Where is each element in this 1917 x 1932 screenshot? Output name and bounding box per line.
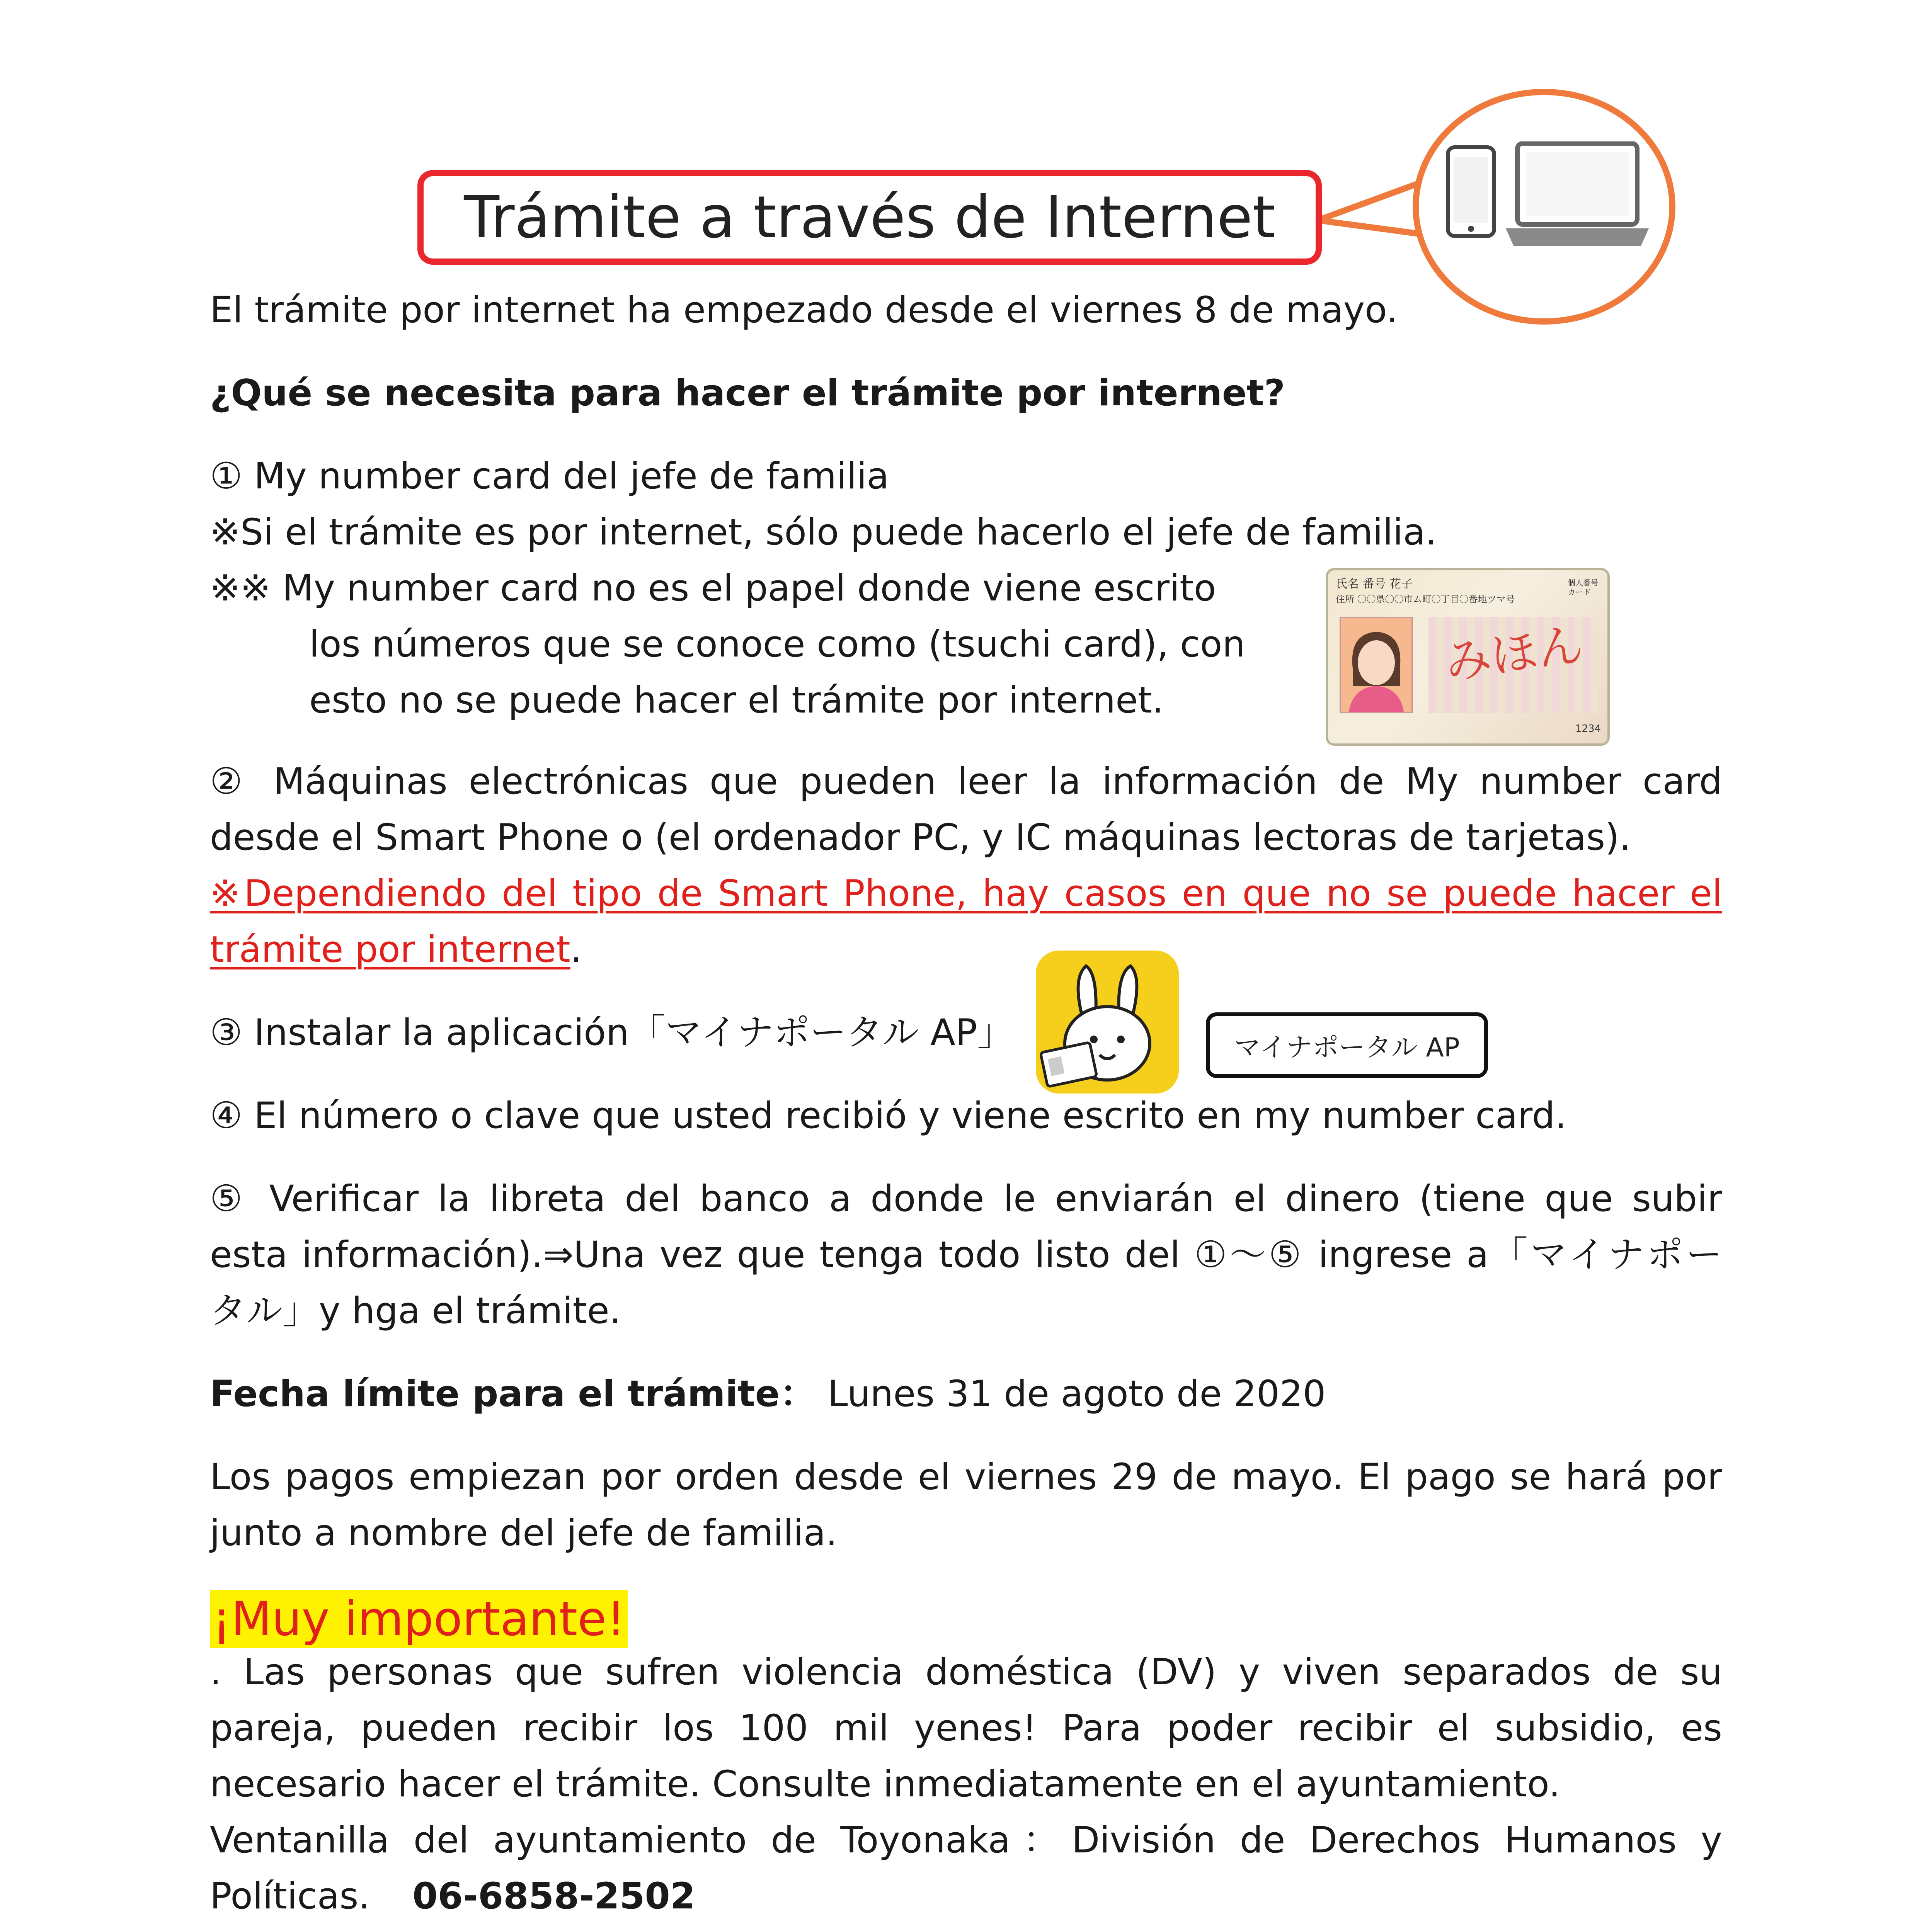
item-2-warning-period: . [570, 929, 582, 971]
item-1-note2-line3: esto no se puede hacer el trámite por internet. [309, 679, 1164, 721]
item-5-line2: esta información).⇒Una vez que tenga todo listo del ①～⑤ ingrese a「マイナポー [210, 1234, 1722, 1276]
card-name: 番号 花子 [1362, 577, 1413, 591]
question-heading: ¿Qué se necesita para hacer el trámite por internet? [210, 372, 1285, 414]
item-1-note: ※Si el trámite es por internet, sólo puede hacerlo el jefe de familia. [210, 511, 1437, 553]
payments-text: Los pagos empiezan por orden desde el viernes 29 de mayo. El pago se hará por [210, 1456, 1722, 1498]
dv-text-line2: pareja, pueden recibir los 100 mil yenes! Para poder recibir el subsidio, es [210, 1707, 1722, 1749]
phone-number: 06-6858-2502 [412, 1875, 696, 1917]
mynaportal-app-icon [1036, 951, 1179, 1094]
dv-office-line2 [210, 1868, 1722, 1924]
item-5-line3: タル」y hga el trámite. [210, 1290, 621, 1332]
card-corner-label: 個人番号カード [1568, 578, 1599, 597]
item-5: ⑤ Verificar la libreta del banco a donde le enviarán el dinero (tiene que subir [210, 1178, 1722, 1220]
card-name-label: 氏名 [1336, 577, 1359, 591]
item-2-warning-line2 [210, 922, 1722, 978]
item-2-warning: ※Dependiendo del tipo de Smart Phone, hay casos en que no se puede hacer el [210, 872, 1722, 915]
intro-text: El trámite por internet ha empezado desde el viernes 8 de mayo. [210, 289, 1398, 331]
dv-office: Ventanilla del ayuntamiento de Toyonaka：División de Derechos Humanos y [210, 1819, 1722, 1861]
item-2-warning-text: trámite por internet [210, 929, 570, 971]
smartphone-icon [1446, 145, 1496, 238]
item-1-note2: ※※ My number card no es el papel donde viene escrito [210, 567, 1216, 609]
item-1-note2-line2: los números que se conoce como (tsuchi card), con [309, 623, 1245, 665]
card-address-label: 住所 [1336, 594, 1354, 605]
my-number-card-image [1326, 568, 1610, 746]
laptop-icon [1502, 141, 1653, 250]
important-heading: ¡Muy importante! [210, 1590, 628, 1648]
dv-office-text: Políticas. [210, 1875, 370, 1917]
deadline-value: Lunes 31 de agoto de 2020 [816, 1373, 1326, 1415]
page-title: Trámite a través de Internet [417, 170, 1322, 265]
item-2: ② Máquinas electrónicas que pueden leer la información de My number card [210, 760, 1722, 803]
card-address: 〇〇県〇〇市ム町〇丁目〇番地ツマ号 [1357, 594, 1515, 605]
item-1: ① My number card del jefe de familia [210, 455, 889, 497]
deadline-label: Fecha límite para el trámite： [210, 1373, 816, 1415]
card-number: 1234 [1575, 723, 1601, 735]
item-2-line2: desde el Smart Phone o (el ordenador PC, y IC máquinas lectoras de tarjetas). [210, 816, 1631, 859]
deadline [210, 1366, 1722, 1422]
card-photo [1340, 617, 1413, 713]
dv-text-line3: necesario hacer el trámite. Consulte inmediatamente en el ayuntamiento. [210, 1763, 1561, 1805]
item-3: ③ Instalar la aplicación「マイナポータル AP」 [210, 1012, 1014, 1054]
payments-text-line2: junto a nombre del jefe de familia. [210, 1512, 838, 1554]
card-sample-stamp: みほん [1441, 617, 1587, 690]
dv-text: . Las personas que sufren violencia doméstica (DV) y viven separados de su [210, 1651, 1722, 1693]
app-name-label: マイナポータル AP [1206, 1012, 1488, 1078]
item-4: ④ El número o clave que usted recibió y viene escrito en my number card. [210, 1095, 1567, 1137]
